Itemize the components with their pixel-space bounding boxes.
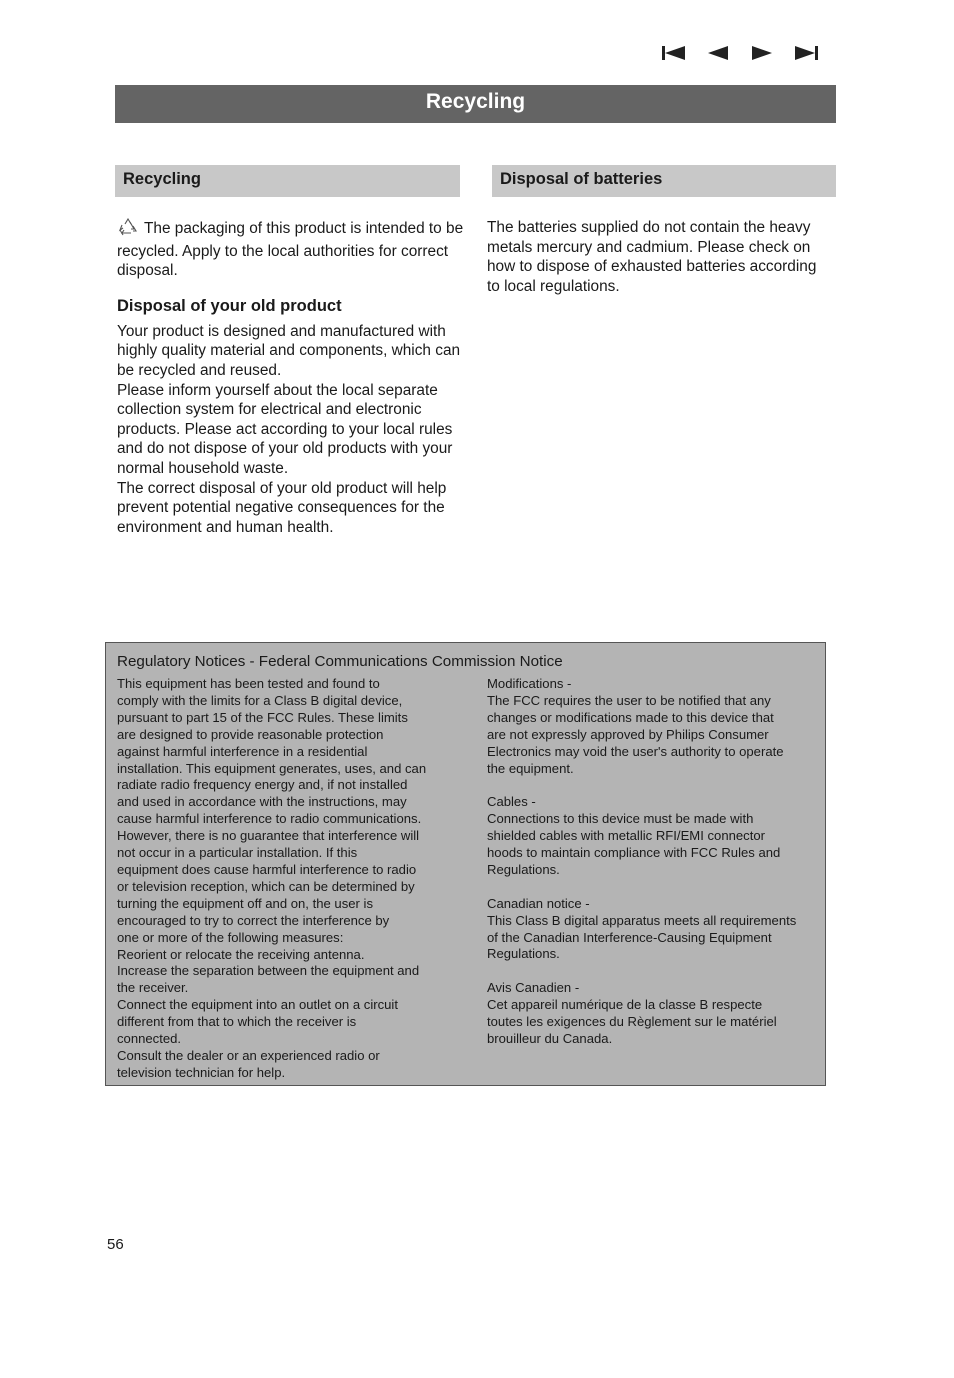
- fcc-line: Increase the separation between the equipment and: [117, 963, 420, 979]
- fcc-line: The FCC requires the user to be notified that any: [487, 692, 771, 708]
- fcc-line: However, there is no guarantee that interference will: [117, 828, 420, 844]
- fcc-notice-title: Regulatory Notices - Federal Communications Commission Notice: [117, 653, 563, 670]
- modifications-heading: Modifications -: [487, 676, 572, 691]
- fcc-line: against harmful interference in a residential: [117, 743, 368, 759]
- batteries-paragraph: The batteries supplied do not contain the heavy metals mercury and cadmium. Please check on how to dispose of exhausted batteries according to local regulations.: [487, 219, 817, 295]
- previous-page-icon[interactable]: [700, 42, 736, 64]
- fcc-line: Regulations.: [487, 946, 560, 962]
- fcc-line: This equipment has been tested and found to: [117, 676, 380, 691]
- avis-canadien-heading: Avis Canadien -: [487, 980, 580, 996]
- spacer: [487, 963, 823, 980]
- first-page-icon[interactable]: [656, 42, 692, 64]
- old-product-paragraph-2: Please inform yourself about the local separate collection system for electrical and electronic products. Please act according to your local rules and do not dispose of your old products with your normal household waste.: [117, 381, 453, 477]
- fcc-line: Regulations.: [487, 861, 560, 877]
- fcc-line: pursuant to part 15 of the FCC Rules. These limits: [117, 709, 408, 725]
- fcc-line: hoods to maintain compliance with FCC Rules and: [487, 845, 781, 861]
- fcc-line: of the Canadian Interference-Causing Equipment: [487, 929, 772, 945]
- fcc-line: installation. This equipment generates, uses, and can: [117, 760, 427, 776]
- fcc-line: different from that to which the receiver is: [117, 1014, 357, 1030]
- cables-heading: Cables -: [487, 794, 536, 810]
- recycling-section-header: Recycling: [115, 165, 460, 197]
- fcc-line: changes or modifications made to this device that: [487, 709, 774, 725]
- page-number: 56: [107, 1236, 124, 1253]
- old-product-paragraph-1: Your product is designed and manufactured with highly quality material and components, which can be recycled and reused.: [117, 322, 461, 379]
- fcc-line: television technician for help.: [117, 1064, 286, 1080]
- old-product-subheading: Disposal of your old product: [117, 296, 342, 315]
- fcc-line: and used in accordance with the instructions, may: [117, 794, 407, 810]
- fcc-line: Reorient or relocate the receiving antenna.: [117, 946, 365, 962]
- fcc-line: toutes les exigences du Règlement sur le matériel: [487, 1014, 777, 1030]
- fcc-line: are designed to provide reasonable protection: [117, 726, 384, 742]
- fcc-line: are not expressly approved by Philips Consumer: [487, 726, 769, 742]
- fcc-line: or television reception, which can be determined by: [117, 878, 415, 894]
- batteries-section-header: Disposal of batteries: [492, 165, 836, 197]
- fcc-line: Connections to this device must be made with: [487, 811, 754, 827]
- fcc-line: turning the equipment off and on, the user is: [117, 895, 373, 911]
- fcc-line: brouilleur du Canada.: [487, 1030, 613, 1046]
- fcc-left-column: [117, 676, 449, 1082]
- recycle-icon: [118, 218, 138, 242]
- packaging-paragraph: [117, 218, 467, 281]
- fcc-line: encouraged to try to correct the interference by: [117, 912, 390, 928]
- fcc-notice-box: [105, 642, 826, 1086]
- page-title: Recycling: [115, 85, 836, 123]
- fcc-line: Electronics may void the user's authority to operate: [487, 743, 784, 759]
- fcc-line: the equipment.: [487, 760, 574, 776]
- fcc-line: not occur in a particular installation. If this: [117, 845, 358, 861]
- fcc-line: connected.: [117, 1031, 182, 1047]
- spacer: [487, 777, 823, 794]
- next-page-icon[interactable]: [744, 42, 780, 64]
- fcc-line: Connect the equipment into an outlet on a circuit: [117, 997, 398, 1013]
- fcc-line: shielded cables with metallic RFI/EMI connector: [487, 828, 765, 844]
- page-navigation: [656, 42, 824, 64]
- fcc-line: radiate radio frequency energy and, if not installed: [117, 777, 408, 793]
- last-page-icon[interactable]: [788, 42, 824, 64]
- fcc-line: Cet appareil numérique de la classe B respecte: [487, 997, 763, 1013]
- fcc-line: comply with the limits for a Class B digital device,: [117, 692, 403, 708]
- packaging-text: The packaging of this product is intended to be recycled. Apply to the local authorities for correct disposal.: [117, 220, 464, 280]
- fcc-line: cause harmful interference to radio communications.: [117, 811, 422, 827]
- old-product-paragraph-3: The correct disposal of your old product will help prevent potential negative consequences for the environment and human health.: [117, 479, 447, 536]
- canadian-notice-heading: Canadian notice -: [487, 895, 590, 911]
- fcc-line: Consult the dealer or an experienced radio or: [117, 1047, 380, 1063]
- fcc-line: the receiver.: [117, 980, 189, 996]
- fcc-line: This Class B digital apparatus meets all requirements: [487, 912, 797, 928]
- fcc-line: equipment does cause harmful interference to radio: [117, 861, 417, 877]
- fcc-right-column: [487, 676, 823, 1048]
- recycling-section: [117, 218, 467, 537]
- batteries-section: [487, 218, 832, 296]
- fcc-line: one or more of the following measures:: [117, 929, 344, 945]
- spacer: [487, 879, 823, 896]
